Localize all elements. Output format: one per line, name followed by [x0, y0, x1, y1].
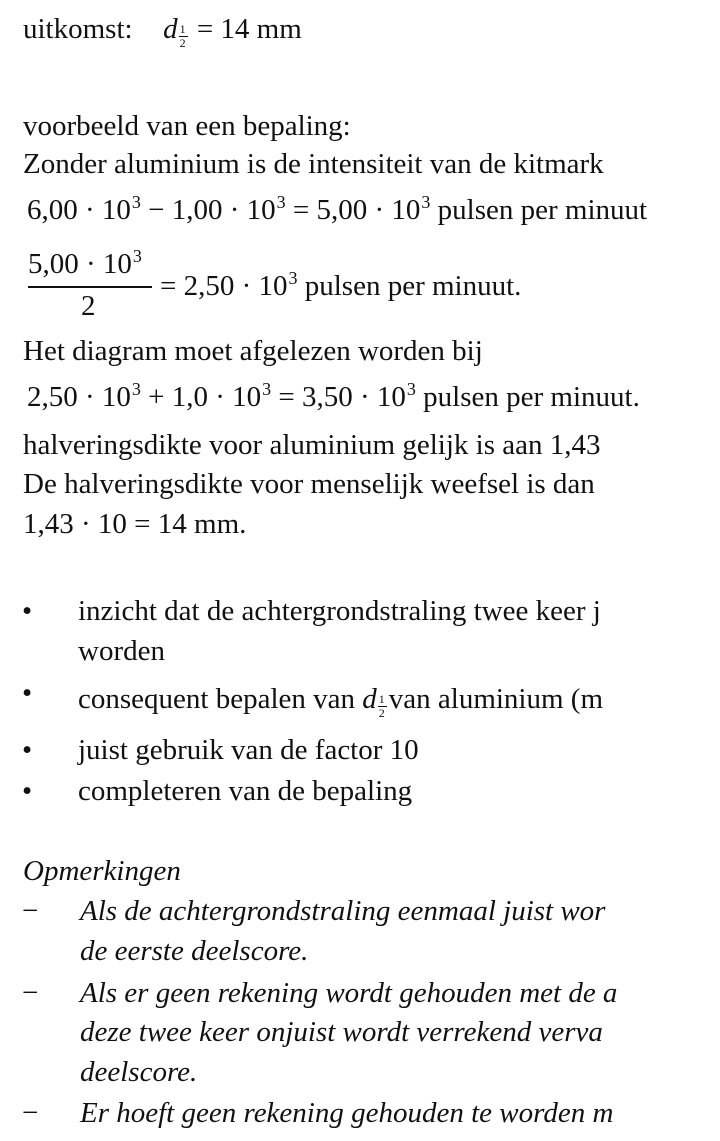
remark-2-cont-2: deelscore.	[80, 1056, 198, 1088]
example-line-4: De halveringsdikte voor menselijk weefsel is dan	[23, 468, 595, 500]
outcome-subscript-fraction: $\frac{1}{2}$	[179, 22, 186, 50]
remark-2-cont: deze twee keer onjuist wordt verrekend verva	[80, 1016, 603, 1048]
criterion-1: inzicht dat de achtergrondstraling twee keer j	[78, 595, 601, 627]
fraction-bar	[28, 286, 152, 288]
criterion-4: completeren van de bepaling	[78, 775, 413, 807]
criterion-2-subscript-fraction: $\frac{1}{2}$	[378, 692, 385, 720]
example-line-3: halveringsdikte voor aluminium gelijk is aan 1,43	[23, 429, 601, 461]
criterion-2: consequent bepalen van d $\frac{1}{2}$ van aluminium (m	[78, 679, 603, 714]
remark-1-cont: de eerste deelscore.	[80, 935, 309, 967]
fraction-numerator: $5,00 \cdot 10^3$	[28, 246, 142, 280]
outcome-label: uitkomst:	[23, 13, 133, 45]
bullet-1: •	[22, 595, 33, 627]
example-heading: voorbeeld van een bepaling:	[23, 110, 351, 142]
outcome-line	[23, 9, 302, 50]
remark-1: Als de achtergrondstraling eenmaal juist wor	[80, 895, 606, 927]
remark-3: Er hoeft geen rekening gehouden te worden m	[80, 1097, 614, 1129]
outcome-value: = 14 mm	[196, 13, 302, 45]
bullet-4: •	[22, 775, 33, 807]
remarks-heading: Opmerkingen	[23, 855, 181, 887]
fraction-denominator: 2	[81, 290, 96, 322]
bullet-2: •	[22, 677, 33, 709]
equation-2: $2,50 \cdot 10^3 + 1,0 \cdot 10^3 = 3,50 \cdot 10^3$ pulsen per minuut.	[27, 379, 640, 413]
fraction-result: = $2,50 \cdot 10^3$ pulsen per minuut.	[160, 268, 522, 302]
fraction-expression	[28, 244, 154, 324]
dash-2: −	[22, 977, 39, 1009]
equation-1: $6,00 \cdot 10^3 - 1,00 \cdot 10^3 = 5,00 \cdot 10^3$ pulsen per minuut	[27, 192, 648, 226]
example-line-5: 1,43 · 10 = 14 mm.	[23, 508, 247, 540]
criterion-2-variable: d	[362, 683, 377, 715]
criterion-1-cont: worden	[78, 635, 165, 667]
example-line-1: Zonder aluminium is de intensiteit van de kitmark	[23, 148, 604, 180]
dash-3: −	[22, 1097, 39, 1129]
remark-2: Als er geen rekening wordt gehouden met de a	[80, 977, 618, 1009]
example-line-2: Het diagram moet afgelezen worden bij	[23, 335, 483, 367]
criterion-3: juist gebruik van de factor 10	[78, 734, 419, 766]
outcome-variable: d	[163, 13, 178, 45]
bullet-3: •	[22, 734, 33, 766]
dash-1: −	[22, 895, 39, 927]
